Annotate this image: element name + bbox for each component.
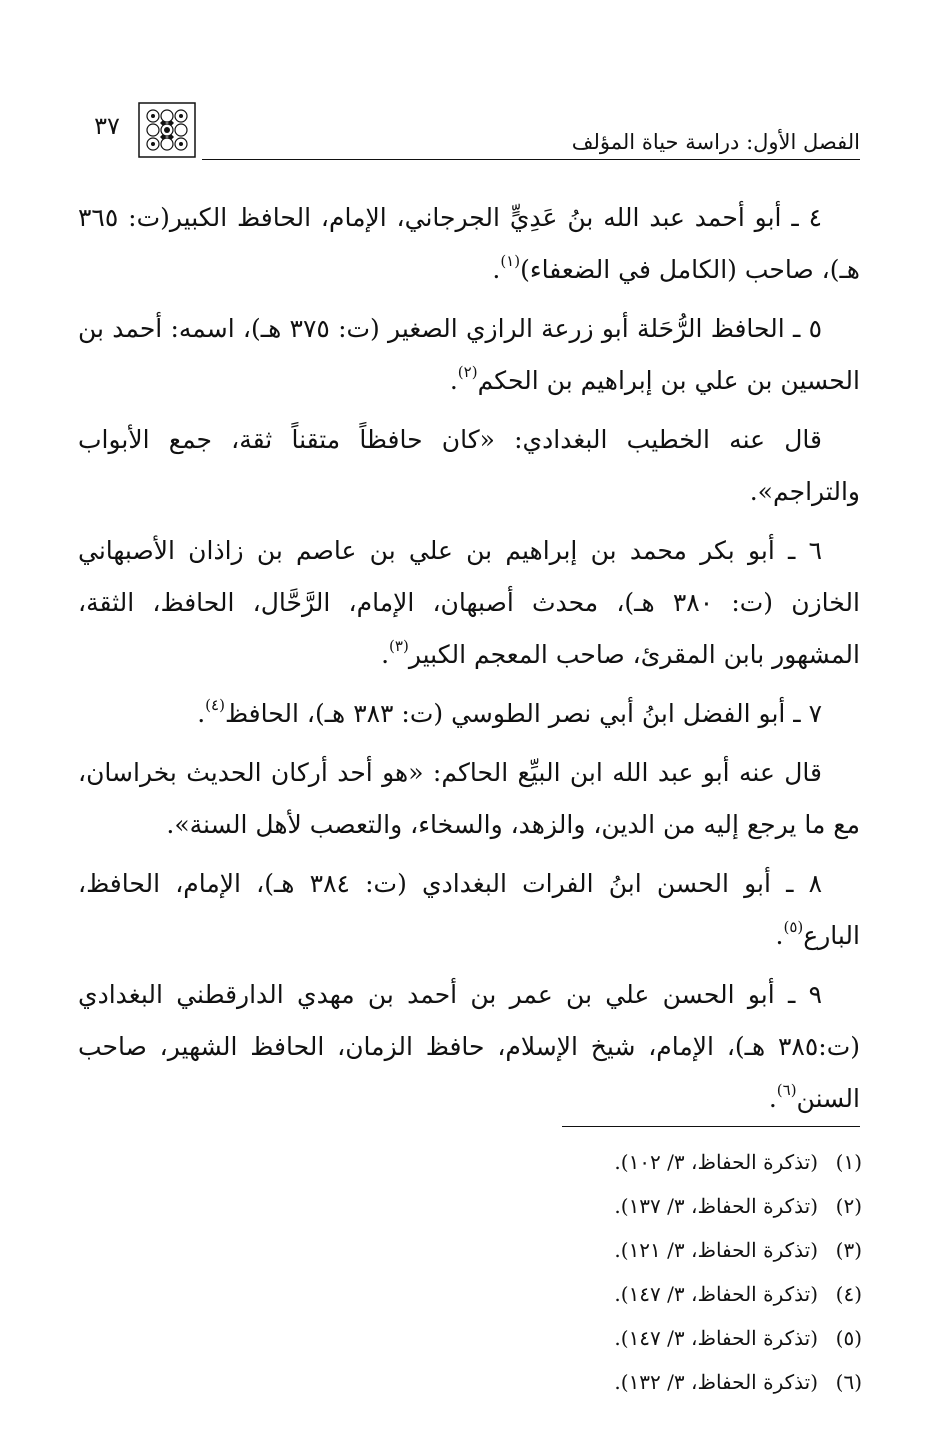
paragraph-end: . (775, 921, 784, 950)
footnote-text: (تذكرة الحفاظ، ٣/ ١٤٧). (614, 1282, 818, 1306)
footnote-item (362, 1316, 862, 1360)
paragraph-text: ٥ ـ الحافظ الرُّحَلة أبو زرعة الرازي الصغير (ت: ٣٧٥ هـ)، اسمه: أحمد بن الحسين بن علي بن إبراهيم بن الحكم (78, 314, 860, 395)
paragraph-text: ٧ ـ أبو الفضل ابنُ أبي نصر الطوسي (ت: ٣٨٣ هـ)، الحافظ (224, 699, 822, 728)
footnote-item (362, 1360, 862, 1404)
paragraph-text: ٤ ـ أبو أحمد عبد الله بنُ عَدِيٍّ الجرجاني، الإمام، الحافظ الكبير(ت: ٣٦٥ هـ)، صاحب (الكامل في الضعفاء) (78, 203, 860, 284)
footnote-item (362, 1184, 862, 1228)
paragraph-text: ٦ ـ أبو بكر محمد بن إبراهيم بن علي بن عاصم بن زاذان الأصبهاني الخازن (ت: ٣٨٠ هـ)، محدث أصبهان، الإمام، الرَّحَّال، الحافظ، الثقة، المشهور بابن المقرئ، صاحب المعجم الكبير (78, 536, 860, 669)
footnote-number: (٣) (835, 1238, 862, 1262)
paragraph-end: . (381, 640, 390, 669)
paragraph-end: . (197, 699, 206, 728)
paragraph (78, 192, 860, 296)
main-text (78, 192, 860, 1132)
footnote-item (362, 1272, 862, 1316)
footnote-number: (٦) (835, 1370, 862, 1394)
paragraph-text: ٩ ـ أبو الحسن علي بن عمر بن أحمد بن مهدي الدارقطني البغدادي (ت:٣٨٥ هـ)، الإمام، شيخ الإسلام، حافظ الزمان، الحافظ الشهير، صاحب السنن (78, 980, 860, 1113)
footnotes-list (362, 1140, 862, 1404)
paragraph-text: قال عنه الخطيب البغدادي: «كان حافظاً متقناً ثقة، جمع الأبواب والتراجم». (78, 425, 860, 506)
page-number: ٣٧ (94, 112, 120, 140)
paragraph (78, 688, 860, 740)
header-rule (202, 159, 860, 160)
paragraph (78, 858, 860, 962)
footnote-reference[interactable]: (٣) (389, 637, 409, 655)
footnote-reference[interactable]: (٢) (457, 363, 478, 381)
footnote-text: (تذكرة الحفاظ، ٣/ ١٣٢). (614, 1370, 818, 1394)
footnote-number: (١) (835, 1150, 862, 1174)
running-header (82, 98, 860, 160)
footnote-reference[interactable]: (١) (500, 252, 521, 270)
footnote-number: (٢) (835, 1194, 862, 1218)
footnote-item (362, 1140, 862, 1184)
arabesque-ornament-icon (138, 102, 196, 158)
paragraph (78, 969, 860, 1125)
paragraph (78, 414, 860, 518)
paragraph-end: . (492, 255, 501, 284)
footnote-text: (تذكرة الحفاظ، ٣/ ١٠٢). (614, 1150, 818, 1174)
paragraph (78, 303, 860, 407)
paragraph-text: ٨ ـ أبو الحسن ابنُ الفرات البغدادي (ت: ٣٨٤ هـ)، الإمام، الحافظ، البارع (78, 869, 860, 950)
chapter-title: الفصل الأول: دراسة حياة المؤلف (571, 130, 860, 154)
footnote-text: (تذكرة الحفاظ، ٣/ ١٤٧). (614, 1326, 818, 1350)
paragraph-end: . (768, 1084, 777, 1113)
footnote-number: (٤) (835, 1282, 862, 1306)
paragraph (78, 747, 860, 851)
footnote-reference[interactable]: (٤) (205, 696, 225, 714)
paragraph-text: قال عنه أبو عبد الله ابن البيِّع الحاكم: «هو أحد أركان الحديث بخراسان، مع ما يرجع إليه من الدين، والزهد، والسخاء، والتعصب لأهل السنة». (78, 758, 860, 839)
footnote-separator (562, 1126, 860, 1127)
footnote-reference[interactable]: (٥) (783, 918, 804, 936)
footnote-reference[interactable]: (٦) (776, 1081, 797, 1099)
footnote-text: (تذكرة الحفاظ، ٣/ ١٣٧). (614, 1194, 818, 1218)
footnote-number: (٥) (835, 1326, 862, 1350)
footnote-text: (تذكرة الحفاظ، ٣/ ١٢١). (614, 1238, 818, 1262)
paragraph-end: . (449, 366, 458, 395)
paragraph (78, 525, 860, 681)
footnote-item (362, 1228, 862, 1272)
